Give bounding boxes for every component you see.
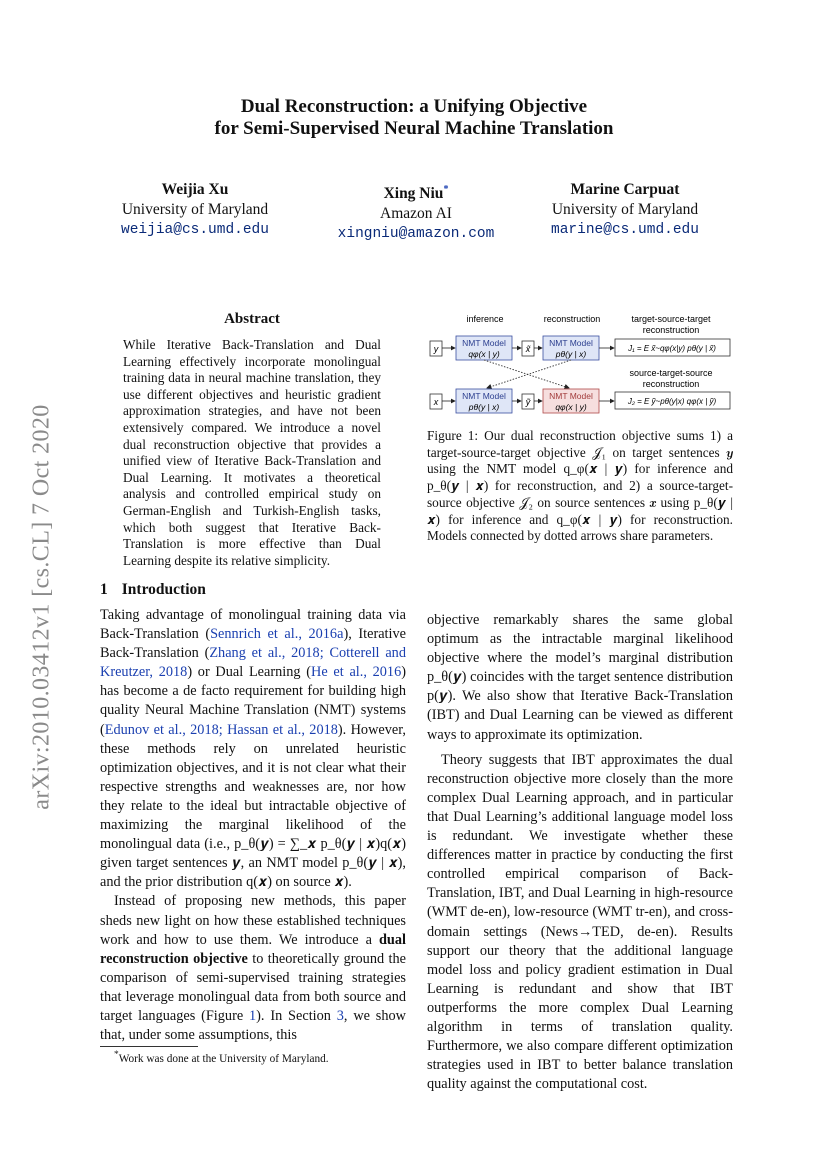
author-name: Xing Niu [383, 185, 444, 203]
text-run: ). However, these methods rely on unrelated heuristic optimization objectives, and it is not clear what their respective strengths and weaknesses are, nor how they relate to the ideal but intractable objective of maximizing the marginal likelihood of the monolingual data (i.e., p_θ(𝒚) = ∑_𝒙 p_θ(𝒚 | 𝒙)q(𝒙) given target sentences 𝒚, an NMT model p_θ(𝒚 | 𝒙), and the prior distribution q(𝒙) on source 𝒙). [100, 721, 407, 891]
author-affiliation: University of Maryland [121, 201, 269, 218]
text-run: to theoretically ground the comparison of semi-supervised training strategies that leverage monolingual data from both source and target languages (Figure [100, 950, 406, 1024]
abstract-body: While Iterative Back-Translation and Dual Learning effectively incorporate monolingual training data in neural machine translation, they use different objectives and heuristic gradient approximation strategies, and have not been extensively compared. We introduce a novel dual reconstruction objective that provides a unified view of Iterative Back-Translation and Dual Learning. It motivates a theoretical analysis and controlled empirical study on German-English and Turkish-English tasks, which both suggest that Iterative Back-Translation is more effective than Dual Learning despite its relative simplicity. [123, 337, 381, 568]
footnote-text: Work was done at the University of Maryland. [118, 1052, 329, 1065]
author-name: Weijia Xu [161, 181, 229, 198]
col-inference-label: inference [466, 314, 504, 324]
intro-paragraph-4: Theory suggests that IBT approximates the dual reconstruction objective more closely than the more complex Dual Learning approach, and in particular that Dual Learning’s additional language model loss is redundant. We investigate whether these differences matter in practice by conducting the first controlled empirical comparison of Back-Translation, IBT, and Dual Learning in high-resource (WMT de-en), low-resource (WMT tr-en), and cross-domain settings (News→TED, de-en). Results support our theory that the additional language model loss and policy gradient estimation in Dual Learning is redundant and show that IBT outperforms the more complex Dual Learning algorithm in terms of translation quality. Furthermore, we also compare different optimization strategies used in IBT to better balance translation quality against the computational cost. [427, 751, 733, 1093]
abstract-heading: Abstract [224, 311, 280, 327]
col-reconstruction-label: reconstruction [543, 314, 601, 324]
sts-label-2: reconstruction [642, 379, 700, 389]
text-run: ), Iterative Back-Translation ( [100, 626, 406, 662]
intro-paragraph-1 [100, 606, 406, 892]
top-mid-label: x̃ [525, 344, 531, 354]
shared-params-arrow [487, 360, 571, 388]
intro-paragraph-2 [100, 892, 406, 1045]
author-email[interactable]: weijia@cs.umd.edu [121, 222, 269, 238]
citation-link[interactable]: Sennrich et al., 2016a [210, 626, 344, 643]
intro-right-column [427, 611, 733, 1094]
figure-diagram [425, 308, 735, 423]
model-label: NMT Model [549, 338, 593, 348]
text-run: , we show that, under some assumptions, this [100, 1007, 406, 1044]
text-run: Instead of proposing new methods, this paper sheds new light on how these established techniques work and how to use them. We introduce a [100, 893, 406, 948]
author-email[interactable]: marine@cs.umd.edu [551, 222, 699, 238]
top-inference-formula: qφ(x | y) [468, 349, 500, 359]
bold-term: dual reconstruction objective [100, 931, 406, 967]
bottom-objective-formula: J₂ = E ỹ~pθ(y|x) qφ(x | ỹ) [627, 397, 717, 406]
section-heading [100, 581, 206, 599]
citation-link[interactable]: Zhang et al., 2018; Cotterell and Kreutzer, 2018 [100, 645, 406, 681]
bottom-mid-label: ỹ [525, 397, 531, 407]
intro-paragraph-3: objective remarkably shares the same global optimum as the intractable marginal likelihood objective where the model’s marginal distribution p_θ(𝒚) coincides with the target sentence distribution p(𝒚). We also show that Iterative Back-Translation (IBT) and Dual Learning can be viewed as different ways to approximate its optimization. [427, 612, 733, 743]
tst-label-1: target-source-target [631, 314, 711, 324]
arxiv-stamp-text: arXiv:2010.03412v1 [cs.CL] 7 Oct 2020 [28, 404, 55, 810]
section-title: Introduction [121, 581, 206, 598]
text-run: ) or Dual Learning ( [187, 664, 312, 681]
author-affiliation: Amazon AI [380, 205, 452, 223]
footnote-rule [100, 1046, 198, 1047]
arxiv-stamp [22, 372, 62, 842]
author-email[interactable]: xingniu@amazon.com [337, 226, 495, 243]
footnote-mark: * [114, 1050, 119, 1060]
bottom-input-label: x [433, 397, 439, 407]
author-block-3 [530, 180, 720, 240]
title-line-2: for Semi-Supervised Neural Machine Translation [214, 118, 614, 139]
text-run: ). In Section [256, 1007, 337, 1024]
intro-left-column [100, 606, 406, 1045]
footnote [114, 1050, 329, 1065]
citation-link[interactable]: Edunov et al., 2018; Hassan et al., 2018 [104, 721, 338, 738]
author-name: Marine Carpuat [570, 181, 680, 198]
author-block-1 [120, 180, 270, 240]
top-reconstruction-formula: pθ(y | x) [555, 349, 587, 359]
text-run: Taking advantage of monolingual training data via Back-Translation ( [100, 607, 406, 643]
top-input-label: y [433, 344, 439, 354]
model-label: NMT Model [462, 338, 506, 348]
author-affiliation: University of Maryland [551, 201, 699, 218]
figure-link[interactable]: 1 [249, 1007, 257, 1024]
shared-params-arrow [484, 360, 569, 388]
citation-link[interactable]: He et al., 2016 [311, 664, 402, 681]
model-label: NMT Model [549, 391, 593, 401]
top-objective-formula: J₁ = E x̃~qφ(x|y) pθ(y | x̃) [628, 344, 716, 353]
figure-caption: Figure 1: Our dual reconstruction objective sums 1) a target-source-target objective 𝒥₁ on target sentences 𝒚 using the NMT model q_φ(𝒙 | 𝒚) for inference and p_θ(𝒚 | 𝒙) for reconstruction, and 2) a source-target-source objective 𝒥₂ on source sentences 𝒙 using p_θ(𝒚 | 𝒙) for inference and q_φ(𝒙 | 𝒚) for reconstruction. Models connected by dotted arrows share parameters. [427, 428, 733, 544]
paper-title [0, 96, 828, 140]
bottom-inference-formula: pθ(y | x) [468, 402, 500, 412]
bottom-reconstruction-formula: qφ(x | y) [555, 402, 587, 412]
figure-1 [425, 308, 735, 423]
section-link[interactable]: 3 [336, 1007, 344, 1024]
sts-label-1: source-target-source [629, 368, 713, 378]
footnote-marker[interactable]: * [443, 184, 449, 195]
section-number: 1 [100, 581, 108, 598]
title-line-1: Dual Reconstruction: a Unifying Objective [240, 96, 588, 117]
model-label: NMT Model [462, 391, 506, 401]
tst-label-2: reconstruction [642, 325, 700, 335]
author-block-2 [318, 180, 514, 244]
text-run: ) has become a de facto requirement for building high quality Neural Machine Translation (NMT) systems ( [100, 664, 406, 738]
